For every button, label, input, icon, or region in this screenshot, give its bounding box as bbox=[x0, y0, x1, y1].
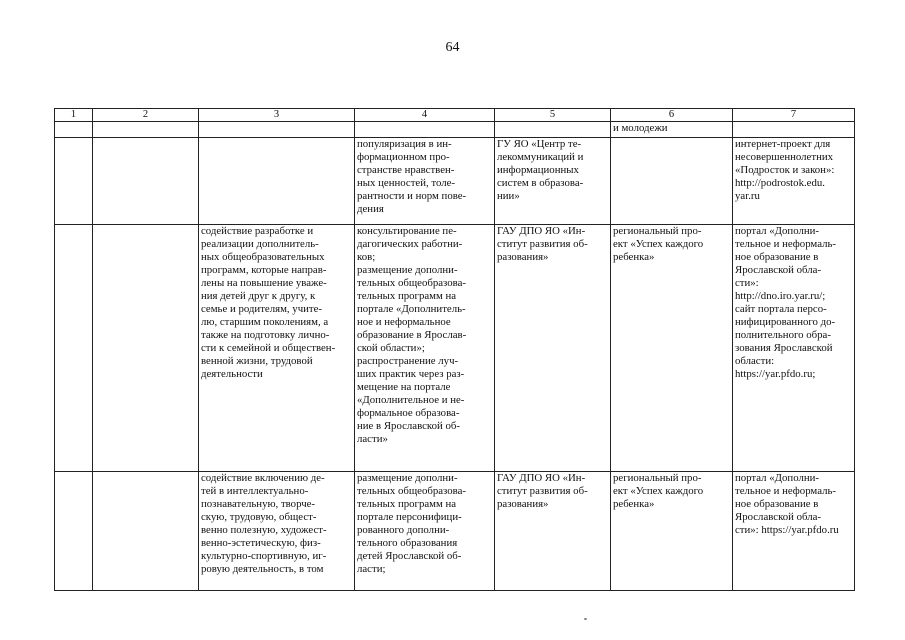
cell-col-7 bbox=[733, 472, 855, 591]
table-row bbox=[55, 122, 855, 138]
cell-text: ГАУ ДПО ЯО «Ин- ститут развития об- разования» bbox=[497, 225, 588, 263]
cell-col-7 bbox=[733, 122, 855, 138]
cell-col-6 bbox=[611, 472, 733, 591]
cell-col-1 bbox=[55, 472, 93, 591]
cell-text: содействие включению де- тей в интеллектуально- познавательную, творче- скую, трудовую, общест- венно полезную, художест- венно-эстетическую, физ- культурно-спортивную, иг- ровую деятельность, в том bbox=[201, 472, 327, 575]
cell-col-2 bbox=[93, 122, 199, 138]
column-header-5: 5 bbox=[495, 109, 611, 122]
cell-col-3 bbox=[199, 122, 355, 138]
scan-speck bbox=[584, 618, 587, 620]
cell-col-2 bbox=[93, 472, 199, 591]
cell-col-4 bbox=[355, 138, 495, 225]
cell-text: размещение дополни- тельных общеобразова- тельных программ на портале персонифици- рованного дополни- тельного образования детей Ярославской об- ласти; bbox=[357, 472, 466, 575]
cell-text: содействие разработке и реализации дополнитель- ных общеобразовательных программ, которые направ- лены на повышение уваже- ния детей друг к другу, к семье и родителям, учите- лю, старшим поколениям, а также на подготовку лично- сти к семейной и обществен- венной жизни, трудовой деятельности bbox=[201, 225, 336, 380]
cell-col-4 bbox=[355, 225, 495, 472]
column-header-1: 1 bbox=[55, 109, 93, 122]
cell-col-6 bbox=[611, 138, 733, 225]
cell-col-1 bbox=[55, 122, 93, 138]
cell-col-3 bbox=[199, 472, 355, 591]
cell-col-1 bbox=[55, 138, 93, 225]
cell-col-2 bbox=[93, 225, 199, 472]
cell-text: портал «Дополни- тельное и неформаль- ное образование в Ярославской обла- сти»: http://dno.iro.yar.ru/; сайт портала персо- нифицированного до- полнительного обра- зования Ярославской области: https://yar.pfdo.ru; bbox=[735, 225, 836, 380]
cell-col-4 bbox=[355, 122, 495, 138]
cell-col-4 bbox=[355, 472, 495, 591]
cell-col-2 bbox=[93, 138, 199, 225]
cell-col-5 bbox=[495, 122, 611, 138]
cell-text: портал «Дополни- тельное и неформаль- ное образование в Ярославской обла- сти»: https://yar.pfdo.ru bbox=[735, 472, 839, 536]
column-header-7: 7 bbox=[733, 109, 855, 122]
cell-col-7 bbox=[733, 225, 855, 472]
column-header-6: 6 bbox=[611, 109, 733, 122]
cell-text: интернет-проект для несовершеннолетних «Подросток и закон»: http://podrostok.edu. yar.ru bbox=[735, 138, 835, 202]
cell-text: ГАУ ДПО ЯО «Ин- ститут развития об- разования» bbox=[497, 472, 588, 510]
table-row bbox=[55, 472, 855, 591]
cell-col-3 bbox=[199, 225, 355, 472]
header-row bbox=[55, 109, 855, 122]
cell-text: региональный про- ект «Успех каждого ребенка» bbox=[613, 472, 704, 510]
cell-text: популяризация в ин- формационном про- странстве нравствен- ных ценностей, толе- рантности и норм пове- дения bbox=[357, 138, 467, 215]
cell-col-6 bbox=[611, 225, 733, 472]
cell-text: региональный про- ект «Успех каждого ребенка» bbox=[613, 225, 704, 263]
cell-text: консультирование пе- дагогических работни- ков; размещение дополни- тельных общеобразова- тельных программ на портале «Дополнитель- ное и неформальное образование в Ярослав- ской области»; распространение луч- ших практик через раз- мещение на портале «Дополнительное и не- формальное образова- ние в Ярославской об- ласти» bbox=[357, 225, 467, 445]
cell-col-5 bbox=[495, 225, 611, 472]
cell-col-5 bbox=[495, 472, 611, 591]
column-header-3: 3 bbox=[199, 109, 355, 122]
cell-col-7 bbox=[733, 138, 855, 225]
cell-text: и молодежи bbox=[613, 122, 668, 134]
document-table bbox=[54, 108, 855, 591]
column-header-4: 4 bbox=[355, 109, 495, 122]
cell-col-6 bbox=[611, 122, 733, 138]
table-row bbox=[55, 225, 855, 472]
column-header-2: 2 bbox=[93, 109, 199, 122]
cell-col-3 bbox=[199, 138, 355, 225]
page-number: 64 bbox=[445, 40, 460, 55]
table-row bbox=[55, 138, 855, 225]
cell-col-5 bbox=[495, 138, 611, 225]
cell-col-1 bbox=[55, 225, 93, 472]
cell-text: ГУ ЯО «Центр те- лекоммуникаций и информационных систем в образова- нии» bbox=[497, 138, 584, 202]
